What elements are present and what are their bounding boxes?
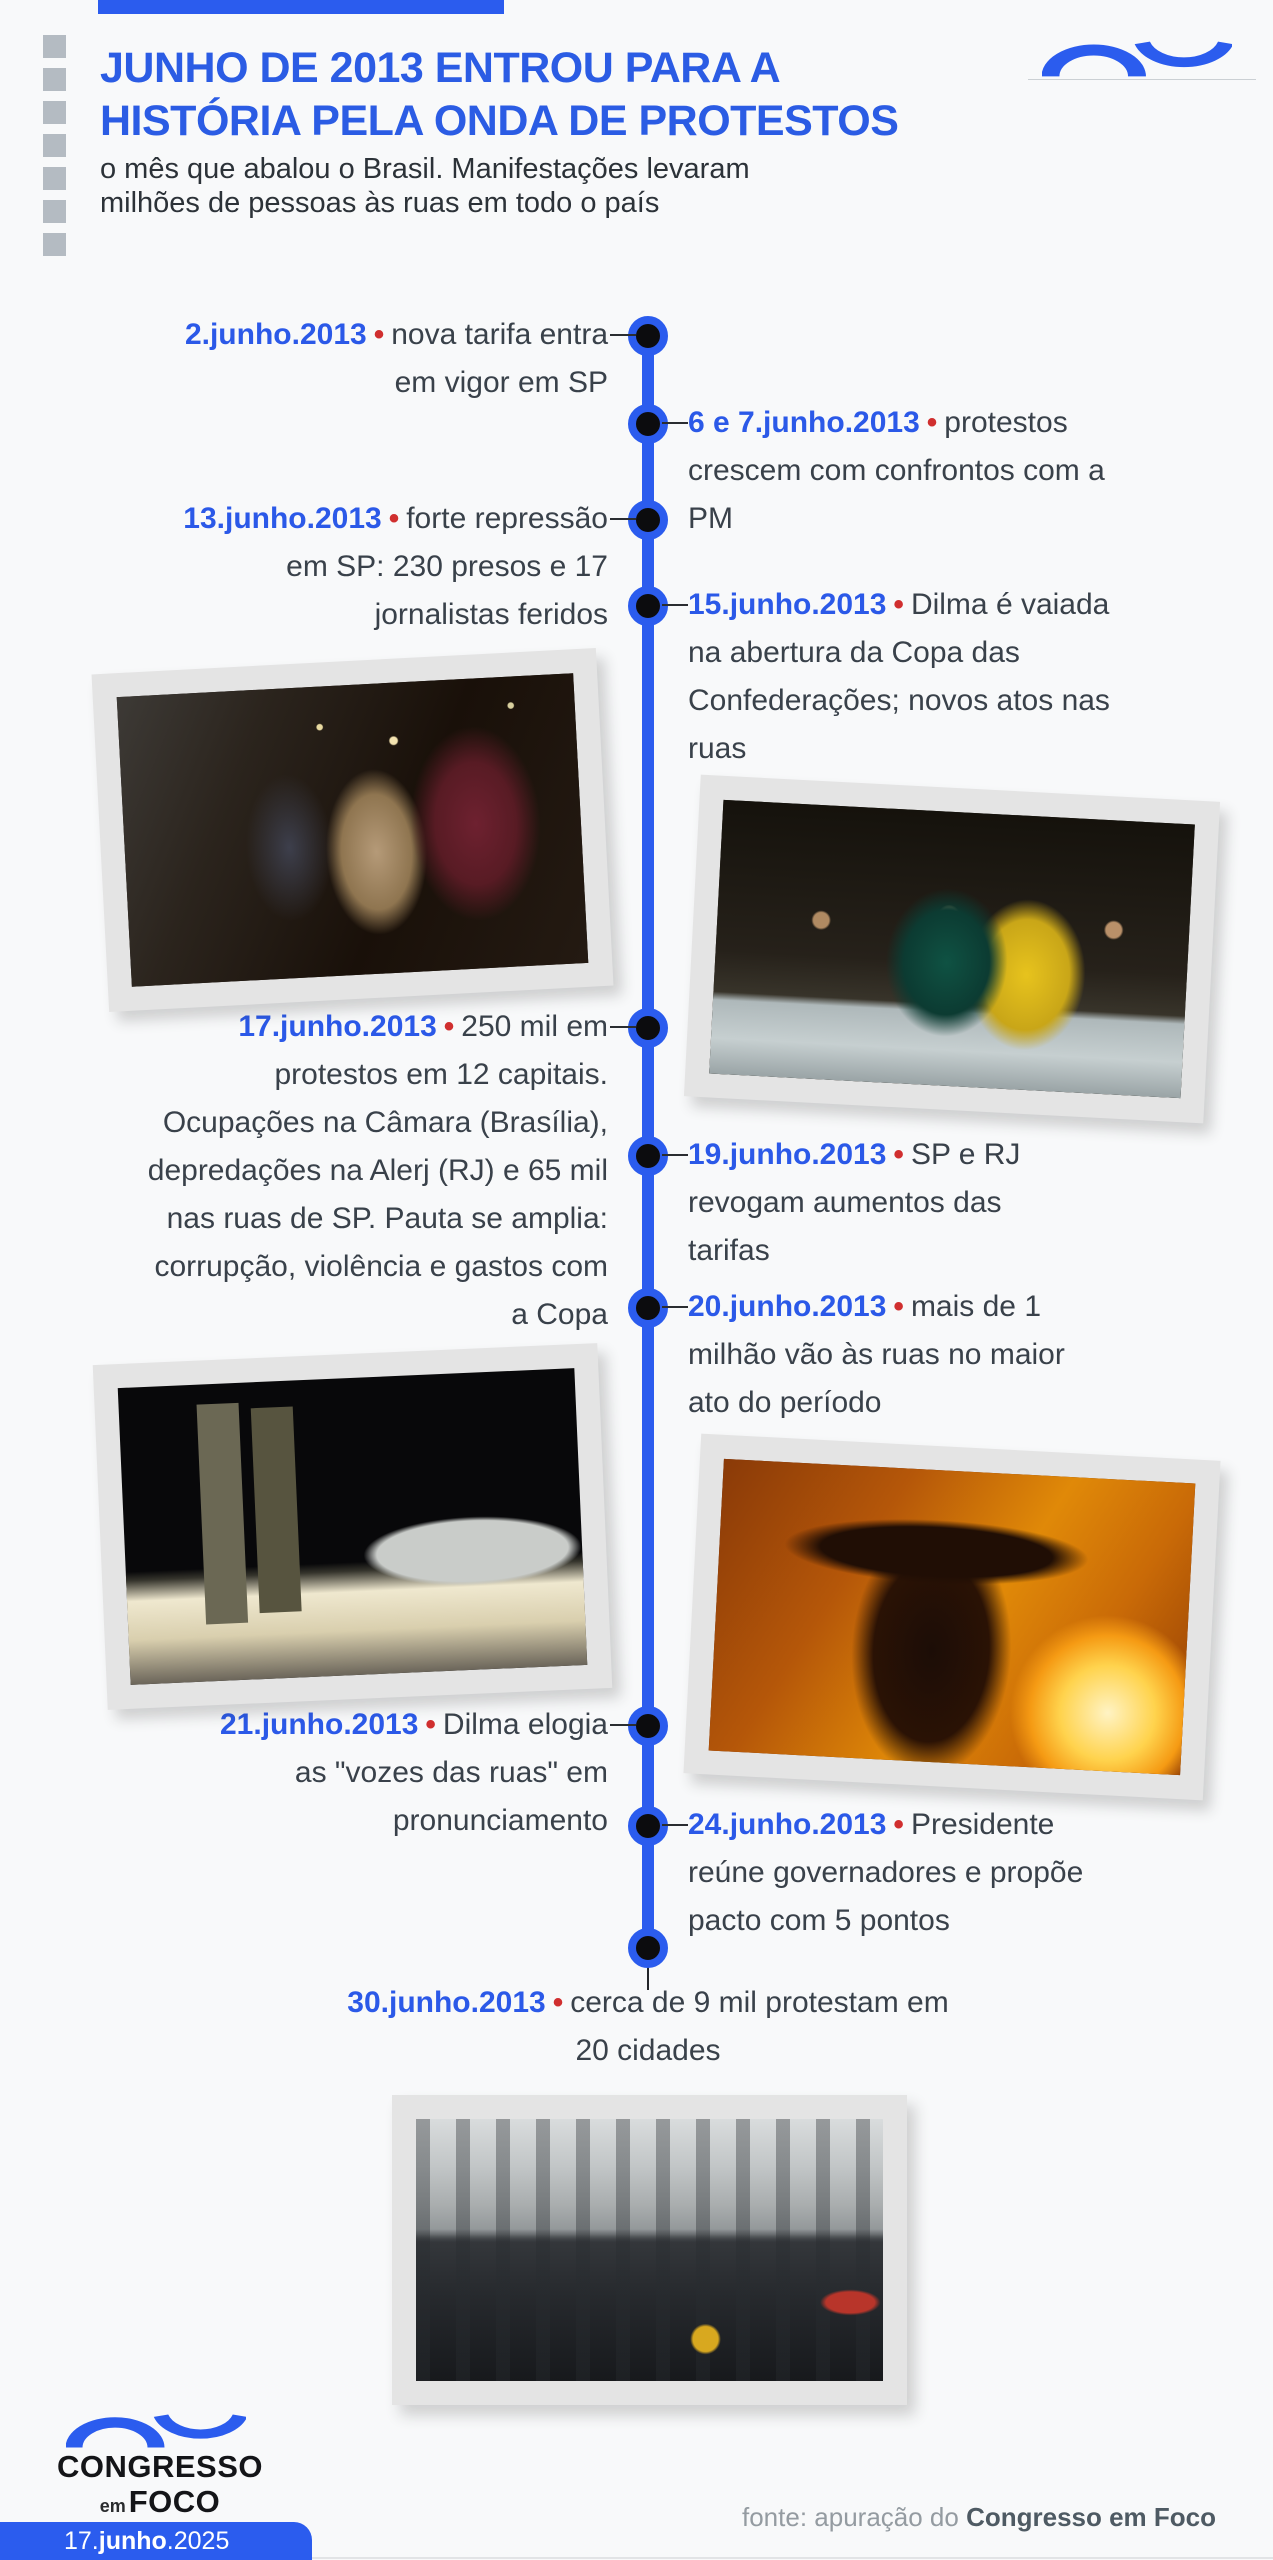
timeline-tick — [610, 518, 636, 520]
entry-text: Dilma elogia as "vozes das ruas" em pronunciamento — [294, 1708, 608, 1837]
photo-image — [118, 1368, 588, 1685]
bullet-dot-icon: • — [552, 1986, 564, 2019]
entry-date: 2.junho.2013 — [184, 318, 367, 351]
dash-square — [43, 68, 66, 91]
photo-night-protest-sp — [92, 648, 614, 1012]
timeline-entry-6e7-junho — [688, 399, 1138, 543]
page-subtitle-line1: o mês que abalou o Brasil. Manifestações levaram — [100, 153, 750, 185]
photo-image — [117, 673, 589, 987]
source-credit — [742, 2502, 1216, 2533]
entry-text: nova tarifa entra em vigor em SP — [391, 318, 608, 399]
logo-underline — [1028, 79, 1256, 80]
dash-square — [43, 167, 66, 190]
photo-congresso-nacional-ocupado — [93, 1343, 613, 1710]
entry-date: 20.junho.2013 — [688, 1290, 887, 1323]
timeline-tick — [662, 422, 688, 424]
timeline-entry-20-junho — [688, 1283, 1108, 1427]
entry-date: 6 e 7.junho.2013 — [688, 406, 920, 439]
entry-text: 250 mil em protestos em 12 capitais. Ocupações na Câmara (Brasília), depredações na Alerj (RJ) e 65 mil nas ruas de SP. Pauta se amplia: corrupção, violência e gastos com a Copa — [147, 1010, 608, 1331]
timeline-tick — [662, 1824, 688, 1826]
photo-ato-30-junho — [392, 2095, 907, 2405]
logo-foco: FOCO — [128, 2484, 221, 2519]
dash-square — [43, 35, 66, 58]
photo-image — [709, 1459, 1196, 1775]
page-subtitle — [100, 152, 860, 220]
timeline-node-5 — [628, 1008, 668, 1048]
date-stamp-day: 17. — [64, 2527, 99, 2555]
timeline-node-9 — [628, 1806, 668, 1846]
entry-text: protestos crescem com confrontos com a PM — [688, 406, 1105, 535]
timeline-entry-30-junho — [328, 1979, 968, 2075]
logo-em-foco — [55, 2484, 265, 2520]
logo-congresso: CONGRESSO — [56, 2449, 264, 2484]
timeline-node-10 — [628, 1928, 668, 1968]
photo-image — [709, 800, 1195, 1098]
timeline-entry-13-junho — [168, 495, 608, 639]
timeline-entry-19-junho — [688, 1131, 1088, 1275]
timeline-entry-21-junho — [188, 1701, 608, 1845]
entry-date: 15.junho.2013 — [688, 588, 887, 621]
bullet-dot-icon: • — [893, 1138, 904, 1171]
page-subtitle-line2: milhões de pessoas às ruas em todo o país — [100, 187, 660, 219]
entry-date: 17.junho.2013 — [238, 1010, 437, 1043]
wave-logo-icon — [66, 2412, 246, 2450]
entry-text: forte repressão em SP: 230 presos e 17 jornalistas feridos — [286, 502, 608, 631]
bullet-dot-icon: • — [893, 1808, 904, 1841]
dash-square — [43, 101, 66, 124]
page-title-line2: HISTÓRIA PELA ONDA DE PROTESTOS — [100, 97, 899, 145]
dash-square — [43, 134, 66, 157]
top-accent-bar — [98, 0, 504, 14]
timeline-entry-2-junho — [178, 311, 608, 407]
entry-text: SP e RJ revogam aumentos das tarifas — [688, 1138, 1021, 1267]
logo-em: em — [99, 2496, 126, 2516]
timeline-node-6 — [628, 1136, 668, 1176]
photo-bandeira-fogo — [683, 1434, 1220, 1801]
photo-image — [416, 2119, 883, 2381]
source-prefix: fonte: apuração do — [742, 2502, 967, 2532]
source-name: Congresso em Foco — [966, 2502, 1216, 2532]
timeline-tick — [662, 604, 688, 606]
timeline-node-3 — [628, 500, 668, 540]
bullet-dot-icon: • — [388, 502, 400, 535]
entry-text: Presidente reúne governadores e propõe pacto com 5 pontos — [688, 1808, 1084, 1937]
entry-text: Dilma é vaiada na abertura da Copa das Confederações; novos atos nas ruas — [688, 588, 1110, 765]
page-title-line1: JUNHO DE 2013 ENTROU PARA A — [100, 44, 781, 92]
bullet-dot-icon: • — [926, 406, 938, 439]
wave-logo-icon — [1042, 39, 1232, 79]
timeline-entry-15-junho — [688, 581, 1118, 773]
timeline-tick — [662, 1154, 688, 1156]
photo-dilma-copa-confederacoes — [684, 775, 1220, 1124]
entry-text: mais de 1 milhão vão às ruas no maior ato do período — [688, 1290, 1065, 1419]
entry-date: 13.junho.2013 — [183, 502, 382, 535]
dash-square — [43, 200, 66, 223]
timeline-node-8 — [628, 1706, 668, 1746]
dash-square — [43, 233, 66, 256]
timeline-node-4 — [628, 586, 668, 626]
entry-date: 19.junho.2013 — [688, 1138, 887, 1171]
bullet-dot-icon: • — [425, 1708, 436, 1741]
date-stamp-year: .2025 — [166, 2527, 230, 2555]
timeline-tick — [610, 1026, 636, 1028]
entry-date: 30.junho.2013 — [347, 1986, 546, 2019]
dash-decoration-column — [43, 35, 66, 256]
bullet-dot-icon: • — [893, 588, 904, 621]
bullet-dot-icon: • — [443, 1010, 455, 1043]
bullet-dot-icon: • — [893, 1290, 904, 1323]
date-stamp-tab — [0, 2522, 312, 2560]
date-stamp — [0, 2522, 312, 2560]
timeline-entry-17-junho — [133, 1003, 608, 1339]
bullet-dot-icon: • — [373, 318, 385, 351]
timeline-node-2 — [628, 404, 668, 444]
timeline-node-1 — [628, 316, 668, 356]
page-title — [100, 42, 1060, 148]
entry-date: 24.junho.2013 — [688, 1808, 887, 1841]
date-stamp-month: junho — [98, 2527, 167, 2555]
entry-text: cerca de 9 mil protestam em 20 cidades — [570, 1986, 949, 2067]
timeline-node-7 — [628, 1288, 668, 1328]
timeline-entry-24-junho — [688, 1801, 1133, 1945]
timeline-tick — [610, 1724, 636, 1726]
entry-date: 21.junho.2013 — [219, 1708, 419, 1741]
timeline-tick — [662, 1306, 688, 1308]
timeline-tick — [610, 334, 636, 336]
